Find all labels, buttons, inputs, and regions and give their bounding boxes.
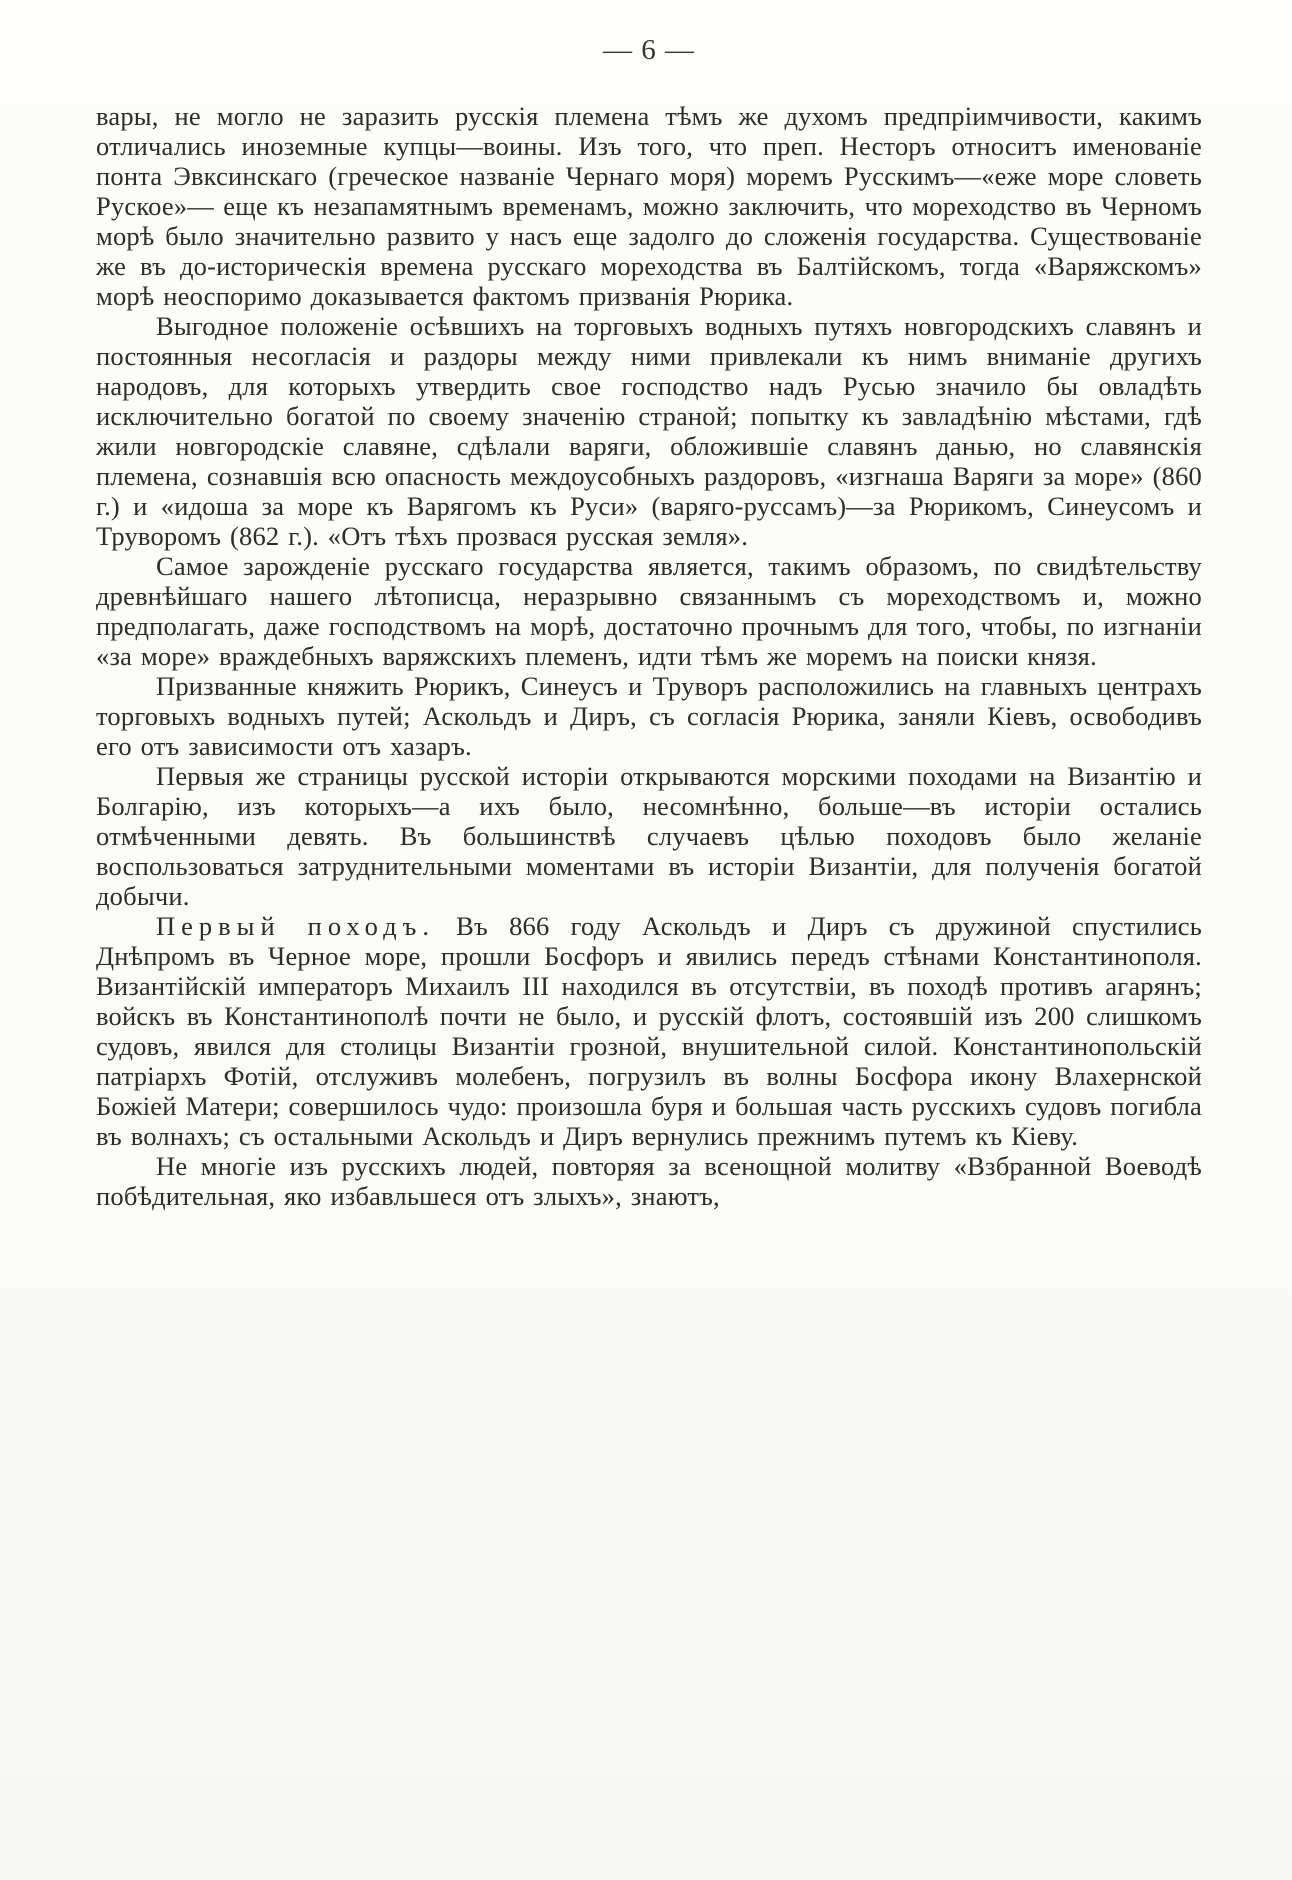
paragraph bbox=[96, 911, 1202, 1151]
paragraph: вары, не могло не заразить русскія племена тѣмъ же духомъ предпріимчивости, какимъ отличались иноземные купцы—воины. Изъ того, что преп. Несторъ относитъ именованіе понта Эвксинскаго (греческое названіе Чернаго моря) моремъ Русскимъ—«еже море словеть Руское»— еще къ незапамятнымъ временамъ, можно заключить, что мореходство въ Черномъ морѣ было значительно развито у насъ еще задолго до сложенія государства. Существованіе же въ до-историческія времена русскаго мореходства въ Балтійскомъ, тогда «Варяжскомъ» морѣ неоспоримо доказывается фактомъ призванія Рюрика. bbox=[96, 101, 1202, 311]
page-number: — 6 — bbox=[603, 34, 695, 66]
paragraph: Не многіе изъ русскихъ людей, повторяя за всенощной молитву «Взбранной Воеводѣ побѣдительная, яко избавльшеся отъ злыхъ», знаютъ, bbox=[96, 1151, 1202, 1211]
paragraph: Самое зарожденіе русскаго государства является, такимъ образомъ, по свидѣтельству древнѣйшаго нашего лѣтописца, неразрывно связаннымъ съ мореходствомъ и, можно предполагать, даже господствомъ на морѣ, достаточно прочнымъ для того, чтобы, по изгнаніи «за море» враждебныхъ варяжскихъ племенъ, идти тѣмъ же моремъ на поиски князя. bbox=[96, 551, 1202, 671]
paragraph-text: Въ 866 году Аскольдъ и Диръ съ дружиной спустились Днѣпромъ въ Черное море, прошли Босфоръ и явились передъ стѣнами Константинополя. Византійскій императоръ Михаилъ III находился въ отсутствіи, въ походѣ противъ агарянъ; войскъ въ Константинополѣ почти не было, и русскій флотъ, состоявшій изъ 200 слишкомъ судовъ, явился для столицы Византіи грозной, внушительной силой. Константинопольскій патріархъ Фотій, отслуживъ молебенъ, погрузилъ въ волны Босфора икону Влахернской Божіей Матери; совершилось чудо: произошла буря и большая часть русскихъ судовъ погибла въ волнахъ; съ остальными Аскольдъ и Диръ вернулись прежнимъ путемъ къ Кіеву. bbox=[96, 911, 1202, 1151]
paragraph: Первыя же страницы русской исторіи открываются морскими походами на Византію и Болгарію, изъ которыхъ—а ихъ было, несомнѣнно, больше—въ исторіи остались отмѣченными девять. Въ большинствѣ случаевъ цѣлью походовъ было желаніе воспользоваться затруднительными моментами въ исторіи Византіи, для полученія богатой добычи. bbox=[96, 761, 1202, 911]
paragraph: Призванные княжить Рюрикъ, Синеусъ и Труворъ расположились на главныхъ центрахъ торговыхъ водныхъ путей; Аскольдъ и Диръ, съ согласія Рюрика, заняли Кіевъ, освободивъ его отъ зависимости отъ хазаръ. bbox=[96, 671, 1202, 761]
paragraph-lead-emphasized: Первый походъ. bbox=[156, 911, 435, 941]
paragraph: Выгодное положеніе осѣвшихъ на торговыхъ водныхъ путяхъ новгородскихъ славянъ и постоянныя несогласія и раздоры между ними привлекали къ нимъ вниманіе другихъ народовъ, для которыхъ утвердить свое господство надъ Русью значило бы овладѣть исключительно богатой по своему значенію страной; попытку къ завладѣнію мѣстами, гдѣ жили новгородскіе славяне, сдѣлали варяги, обложившіе славянъ данью, но славянскія племена, сознавшія всю опасность междоусобныхъ раздоровъ, «изгнаша Варяги за море» (860 г.) и «идоша за море къ Варягомъ къ Руси» (варяго-руссамъ)—за Рюрикомъ, Синеусомъ и Труворомъ (862 г.). «Отъ тѣхъ прозвася русская земля». bbox=[96, 311, 1202, 551]
